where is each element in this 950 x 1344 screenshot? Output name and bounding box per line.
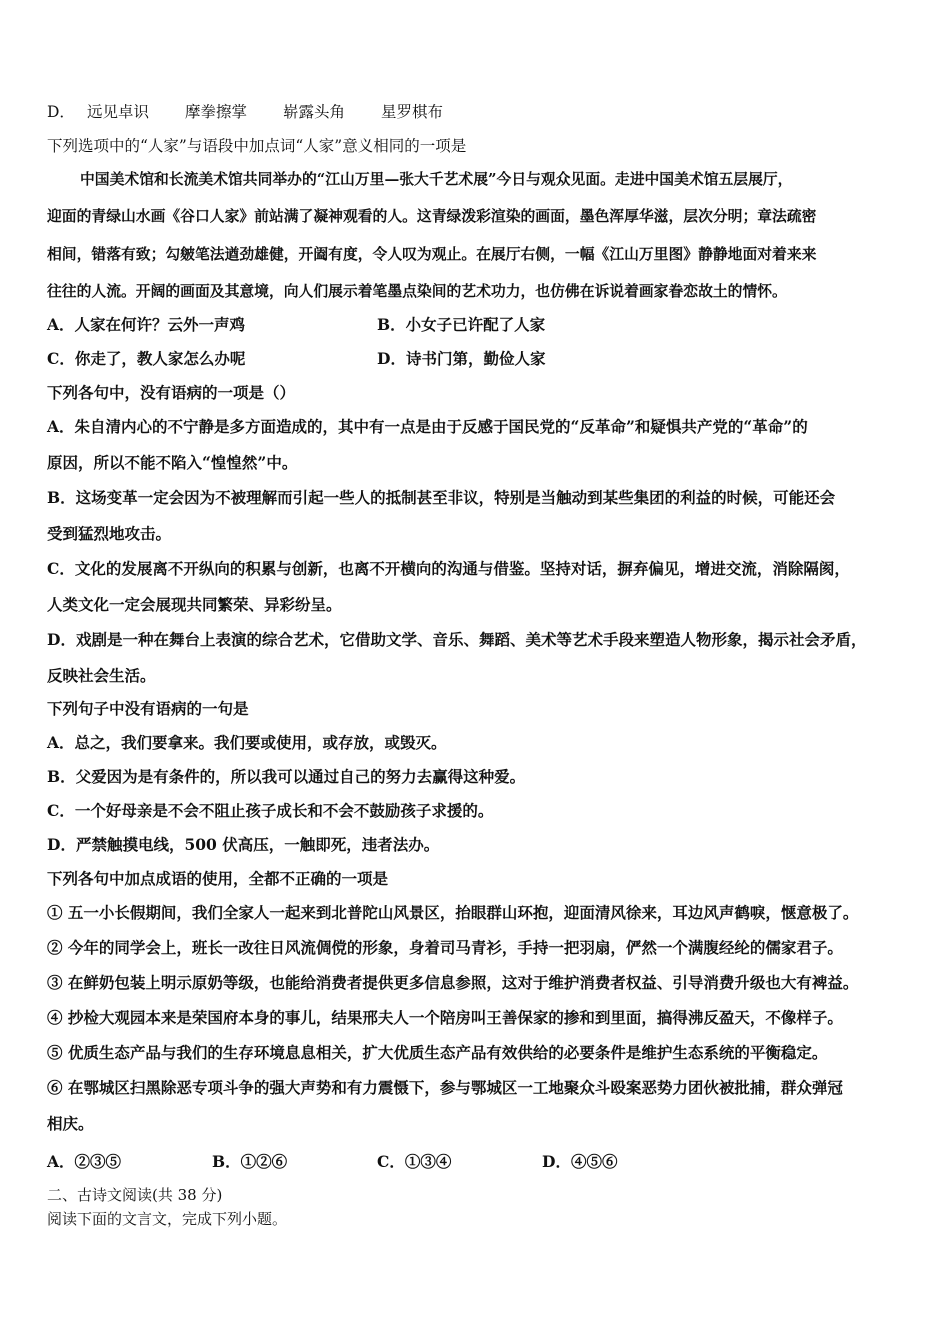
section-heading: 二、古诗文阅读(共 38 分) xyxy=(47,1186,223,1204)
option-a: A．②③⑤ xyxy=(47,1152,122,1171)
sentence-line: ⑤ 优质生态产品与我们的生存环境息息相关，扩大优质生态产品有效供给的必要条件是维护生态系统的平衡稳定。 xyxy=(47,1043,828,1062)
option-line: A．总之，我们要拿来。我们要或使用，或存放，或毁灭。 xyxy=(47,733,447,752)
option-line: A．朱自清内心的不宁静是多方面造成的，其中有一点是由于反感于国民党的“反革命”和疑惧共产党的“革命”的 xyxy=(47,417,808,436)
sentence-line: 相庆。 xyxy=(47,1114,94,1133)
option-c: C．①③④ xyxy=(377,1152,452,1171)
option-line: C．文化的发展离不开纵向的积累与创新，也离不开横向的沟通与借鉴。坚持对话，摒弃偏见，增进交流，消除隔阂， xyxy=(47,559,850,578)
sentence-line: ① 五一小长假期间，我们全家人一起来到北普陀山风景区，抬眼群山环抱，迎面清风徐来，耳边风声鹤唳，惬意极了。 xyxy=(47,903,859,922)
prev-question-option-d xyxy=(47,102,443,122)
sentence-line: ② 今年的同学会上，班长一改往日风流倜傥的形象，身着司马青衫，手持一把羽扇，俨然一个满腹经纶的儒家君子。 xyxy=(47,938,843,957)
question-stem: 下列各句中，没有语病的一项是（） xyxy=(47,383,296,402)
option-b: B．①②⑥ xyxy=(212,1152,288,1171)
passage-line: 中国美术馆和长流美术馆共同举办的“江山万里—张大千艺术展”今日与观众见面。走进中国美术馆五层展厅， xyxy=(80,171,793,188)
option-line: B．父爱因为是有条件的，所以我可以通过自己的努力去赢得这种爱。 xyxy=(47,767,526,786)
sentence-line: ⑥ 在鄂城区扫黑除恶专项斗争的强大声势和有力震慑下，参与鄂城区一工地聚众斗殴案恶势力团伙被批捕，群众弹冠 xyxy=(47,1078,843,1097)
option-line: 人类文化一定会展现共同繁荣、异彩纷呈。 xyxy=(47,595,342,614)
option-c: C．你走了，教人家怎么办呢 xyxy=(47,349,246,368)
passage-line: 相间，错落有致；勾皴笔法遒劲雄健，开阖有度，令人叹为观止。在展厅右侧，一幅《江山万里图》静静地面对着来来 xyxy=(47,246,817,263)
question-stem: 下列选项中的“人家”与语段中加点词“人家”意义相同的一项是 xyxy=(47,137,467,155)
option-line: 受到猛烈地攻击。 xyxy=(47,524,172,543)
option-d: D．④⑤⑥ xyxy=(542,1152,618,1171)
idiom-item: 星罗棋布 xyxy=(380,103,443,121)
passage-line: 往往的人流。开阔的画面及其意境，向人们展示着笔墨点染间的艺术功力，也仿佛在诉说着画家眷恋故土的情怀。 xyxy=(47,283,787,300)
option-line: C．一个好母亲是不会不阻止孩子成长和不会不鼓励孩子求援的。 xyxy=(47,801,494,820)
option-line: 原因，所以不能不陷入“惶惶然”中。 xyxy=(47,453,298,472)
option-line: D．严禁触摸电线，500 伏高压，一触即死，违者法办。 xyxy=(47,835,440,854)
idiom-options xyxy=(47,1152,617,1172)
option-line: D．戏剧是一种在舞台上表演的综合艺术，它借助文学、音乐、舞蹈、美术等艺术手段来塑造人物形象，揭示社会矛盾， xyxy=(47,630,867,649)
question-stem: 下列各句中加点成语的使用，全都不正确的一项是 xyxy=(47,869,389,888)
option-b: B．小女子已许配了人家 xyxy=(377,315,546,334)
passage-line: 迎面的青绿山水画《谷口人家》前站满了凝神观看的人。这青绿泼彩渲染的画面，墨色浑厚华滋，层次分明；章法疏密 xyxy=(47,208,817,225)
option-a: A．人家在何许？云外一声鸡 xyxy=(47,315,246,334)
option-line: 反映社会生活。 xyxy=(47,666,156,685)
sentence-line: ③ 在鲜奶包装上明示原奶等级，也能给消费者提供更多信息参照，这对于维护消费者权益、引导消费升级也大有裨益。 xyxy=(47,973,859,992)
option-line: B．这场变革一定会因为不被理解而引起一些人的抵制甚至非议，特别是当触动到某些集团的利益的时候，可能还会 xyxy=(47,488,836,507)
question-stem: 下列句子中没有语病的一句是 xyxy=(47,699,249,718)
idiom-item: 摩拳擦掌 xyxy=(184,103,247,121)
idiom-item: 崭露头角 xyxy=(282,103,345,121)
sentence-line: ④ 抄检大观园本来是荣国府本身的事儿，结果邢夫人一个陪房叫王善保家的掺和到里面，搞得沸反盈天，不像样子。 xyxy=(47,1008,843,1027)
section-instruction: 阅读下面的文言文，完成下列小题。 xyxy=(47,1210,288,1228)
idiom-item: 远见卓识 xyxy=(86,103,149,121)
option-letter: D． xyxy=(47,103,75,121)
option-d: D．诗书门第，勤俭人家 xyxy=(377,349,546,368)
